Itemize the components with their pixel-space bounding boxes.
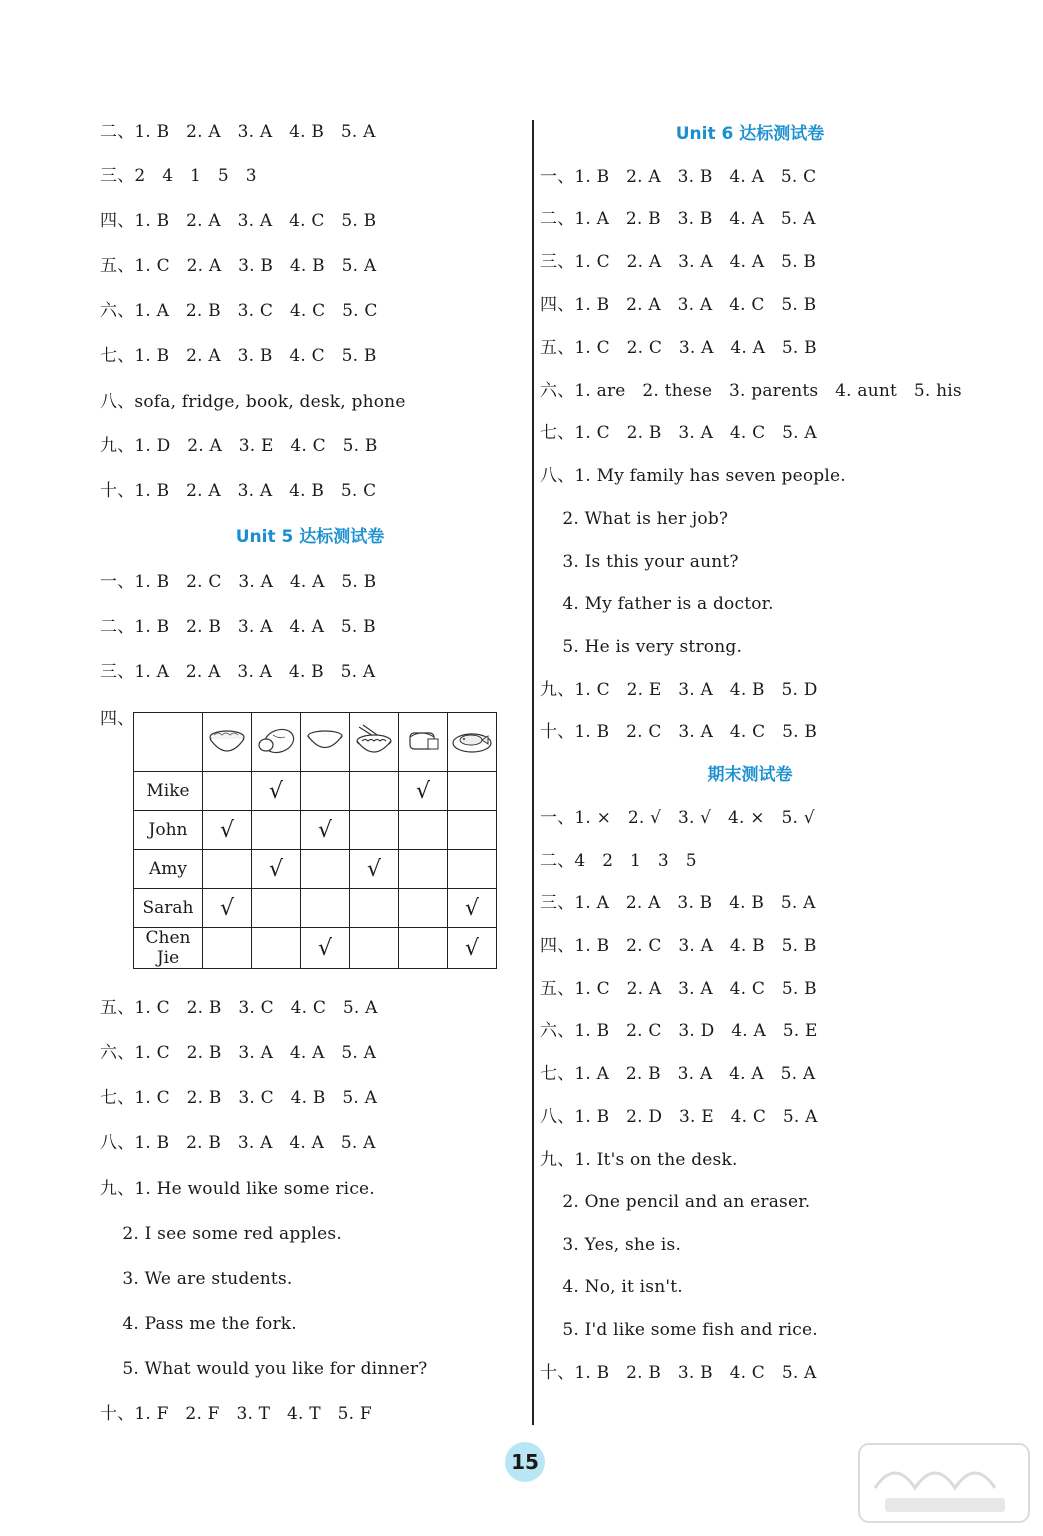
answer-line: 3. Yes, she is. <box>540 1235 682 1255</box>
answer-line: 2. What is her job? <box>540 509 729 529</box>
tick-mark: √ <box>219 895 235 921</box>
answer-line: 2. I see some red apples. <box>100 1224 342 1244</box>
table-label: 四、 <box>100 709 135 729</box>
answer-line: 七、1. A 2. B 3. A 4. A 5. A <box>540 1064 816 1084</box>
answer-line: 5. He is very strong. <box>540 637 743 657</box>
page-number: 15 <box>505 1442 545 1482</box>
tick-mark: √ <box>268 856 284 882</box>
answer-line: 十、1. B 2. C 3. A 4. C 5. B <box>540 722 818 742</box>
answer-line: 八、1. B 2. D 3. E 4. C 5. A <box>540 1107 818 1127</box>
answer-line: 五、1. C 2. C 3. A 4. A 5. B <box>540 338 817 358</box>
column-divider <box>532 120 534 1425</box>
answer-line: 三、2 4 1 5 3 <box>100 166 257 186</box>
table-cell <box>252 772 301 811</box>
answer-line: 六、1. A 2. B 3. C 4. C 5. C <box>100 301 378 321</box>
table-cell <box>301 772 350 811</box>
answer-line: 一、1. B 2. A 3. B 4. A 5. C <box>540 167 817 187</box>
sweet-potato-icon <box>255 723 297 757</box>
answer-line: 十、1. B 2. A 3. A 4. B 5. C <box>100 481 377 501</box>
table-cell <box>448 850 497 889</box>
answer-line: 5. What would you like for dinner? <box>100 1359 428 1379</box>
answer-line: 十、1. B 2. B 3. B 4. C 5. A <box>540 1363 817 1383</box>
answer-line: 九、1. D 2. A 3. E 4. C 5. B <box>100 436 378 456</box>
section-heading-unit5: Unit 5 达标测试卷 <box>235 527 385 547</box>
answer-line: 六、1. C 2. B 3. A 4. A 5. A <box>100 1043 377 1063</box>
table-cell <box>399 889 448 928</box>
student-name: Sarah <box>134 889 203 928</box>
table-cell <box>203 850 252 889</box>
rice-bowl-icon <box>206 723 248 757</box>
tick-mark: √ <box>366 856 382 882</box>
answer-line: 3. We are students. <box>100 1269 293 1289</box>
table-cell <box>350 811 399 850</box>
table-cell <box>252 811 301 850</box>
answer-line: 4. No, it isn't. <box>540 1277 683 1297</box>
answer-line: 四、1. B 2. C 3. A 4. B 5. B <box>540 936 817 956</box>
table-cell <box>203 889 252 928</box>
answer-line: 二、1. A 2. B 3. B 4. A 5. A <box>540 209 816 229</box>
answer-line: 五、1. C 2. A 3. B 4. B 5. A <box>100 256 377 276</box>
answer-line: 四、1. B 2. A 3. A 4. C 5. B <box>100 211 377 231</box>
answer-line: 六、1. are 2. these 3. parents 4. aunt 5. his <box>540 381 962 401</box>
student-name: John <box>134 811 203 850</box>
answer-line: 七、1. B 2. A 3. B 4. C 5. B <box>100 346 377 366</box>
table-cell <box>350 850 399 889</box>
table-cell <box>301 928 350 969</box>
section-heading-final: 期末测试卷 <box>707 765 793 785</box>
watermark-logo <box>855 1438 1035 1528</box>
header-cell <box>203 713 252 772</box>
section-heading-unit6: Unit 6 达标测试卷 <box>675 124 825 144</box>
answer-line: 5. I'd like some fish and rice. <box>540 1320 818 1340</box>
student-name: Amy <box>134 850 203 889</box>
table-cell <box>399 772 448 811</box>
answer-line: 十、1. F 2. F 3. T 4. T 5. F <box>100 1404 372 1424</box>
table-row <box>134 889 497 928</box>
table-cell <box>350 772 399 811</box>
student-name: Chen Jie <box>134 928 203 969</box>
tick-mark: √ <box>464 895 480 921</box>
bread-icon <box>402 723 444 757</box>
tick-mark: √ <box>317 935 333 961</box>
answer-line: 九、1. He would like some rice. <box>100 1179 375 1199</box>
answer-line: 九、1. C 2. E 3. A 4. B 5. D <box>540 680 818 700</box>
tick-mark: √ <box>268 778 284 804</box>
soup-bowl-icon <box>304 723 346 757</box>
header-cell <box>448 713 497 772</box>
answer-line: 八、1. My family has seven people. <box>540 466 846 486</box>
answer-line: 八、1. B 2. B 3. A 4. A 5. A <box>100 1133 376 1153</box>
table-cell <box>350 928 399 969</box>
answer-line: 2. One pencil and an eraser. <box>540 1192 811 1212</box>
tick-mark: √ <box>317 817 333 843</box>
answer-line: 3. Is this your aunt? <box>540 552 739 572</box>
table-cell <box>301 850 350 889</box>
fish-dish-icon <box>451 723 493 757</box>
answer-line: 九、1. It's on the desk. <box>540 1150 738 1170</box>
header-cell <box>252 713 301 772</box>
table-cell <box>203 928 252 969</box>
answer-line: 五、1. C 2. B 3. C 4. C 5. A <box>100 998 378 1018</box>
table-cell <box>301 889 350 928</box>
answer-line: 八、sofa, fridge, book, desk, phone <box>100 392 406 412</box>
answer-line: 一、1. B 2. C 3. A 4. A 5. B <box>100 572 377 592</box>
food-preference-table <box>133 712 497 969</box>
table-cell <box>448 772 497 811</box>
answer-line: 三、1. A 2. A 3. B 4. B 5. A <box>540 893 816 913</box>
answer-line: 二、4 2 1 3 5 <box>540 851 697 871</box>
table-cell <box>448 889 497 928</box>
answer-line: 二、1. B 2. A 3. A 4. B 5. A <box>100 122 376 142</box>
table-cell <box>203 811 252 850</box>
table-cell <box>448 928 497 969</box>
table-cell <box>203 772 252 811</box>
table-row <box>134 928 497 969</box>
table-cell <box>399 928 448 969</box>
answer-line: 五、1. C 2. A 3. A 4. C 5. B <box>540 979 817 999</box>
table-cell <box>448 811 497 850</box>
table-cell <box>399 850 448 889</box>
answer-line: 二、1. B 2. B 3. A 4. A 5. B <box>100 617 376 637</box>
header-cell <box>301 713 350 772</box>
tick-mark: √ <box>415 778 431 804</box>
table-row <box>134 811 497 850</box>
tick-mark: √ <box>464 935 480 961</box>
answer-line: 三、1. A 2. A 3. A 4. B 5. A <box>100 662 376 682</box>
table-cell <box>252 850 301 889</box>
header-cell <box>399 713 448 772</box>
table-row <box>134 850 497 889</box>
student-name: Mike <box>134 772 203 811</box>
table-cell <box>350 889 399 928</box>
table-row <box>134 772 497 811</box>
table-cell <box>399 811 448 850</box>
table-cell <box>252 928 301 969</box>
table-header-row <box>134 713 497 772</box>
answer-line: 一、1. × 2. √ 3. √ 4. × 5. √ <box>540 808 815 828</box>
table-cell <box>301 811 350 850</box>
header-cell <box>350 713 399 772</box>
answer-line: 4. Pass me the fork. <box>100 1314 297 1334</box>
answer-line: 六、1. B 2. C 3. D 4. A 5. E <box>540 1021 818 1041</box>
answer-line: 七、1. C 2. B 3. C 4. B 5. A <box>100 1088 378 1108</box>
answer-line: 七、1. C 2. B 3. A 4. C 5. A <box>540 423 817 443</box>
tick-mark: √ <box>219 817 235 843</box>
table-cell <box>252 889 301 928</box>
answer-line: 四、1. B 2. A 3. A 4. C 5. B <box>540 295 817 315</box>
answer-line: 三、1. C 2. A 3. A 4. A 5. B <box>540 252 817 272</box>
table-corner-cell <box>134 713 203 772</box>
answer-line: 4. My father is a doctor. <box>540 594 774 614</box>
noodles-icon <box>353 723 395 757</box>
